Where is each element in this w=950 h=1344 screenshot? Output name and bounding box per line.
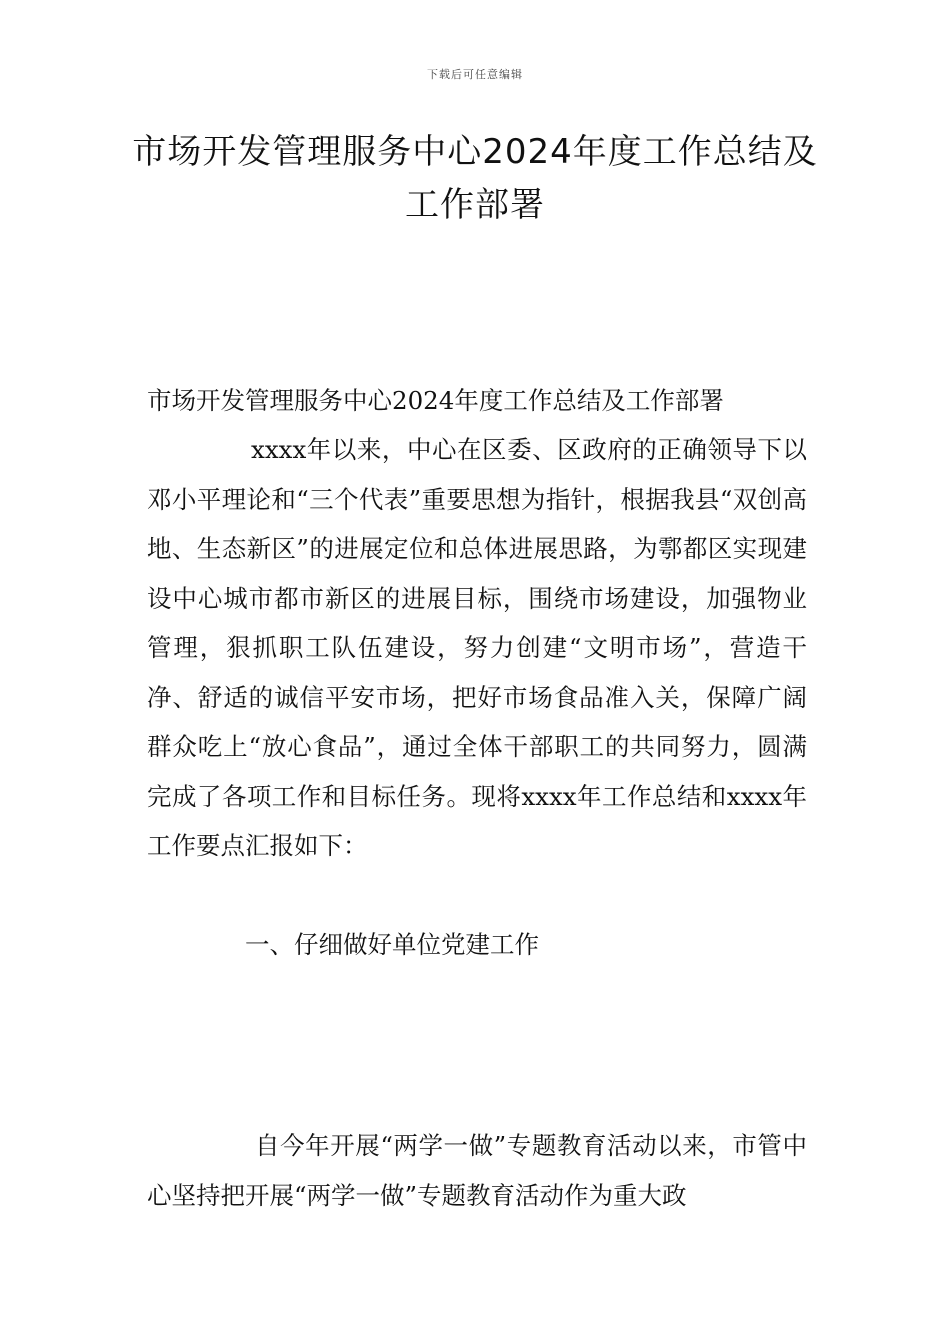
paragraph-intro: xxxx年以来，中心在区委、区政府的正确领导下以邓小平理论和“三个代表”重要思想为指针，根据我县“双创高地、生态新区”的进展定位和总体进展思路，为鄠都区实现建设中心城市都市新区的进展目标，围绕市场建设，加强物业管理，狠抓职工队伍建设，努力创建“文明市场”，营造干净、舒适的诚信平安市场，把好市场食品准入关，保障广阔群众吃上“放心食品”，通过全体干部职工的共同努力，圆满完成了各项工作和目标任务。现将xxxx年工作总结和xxxx年工作要点汇报如下：	[147, 435, 807, 860]
header-note: 下载后可任意编辑	[427, 68, 523, 81]
section-heading-party-building: 一、仔细做好单位党建工作	[245, 930, 539, 959]
document-subtitle-line: 市场开发管理服务中心2024年度工作总结及工作部署	[147, 386, 724, 415]
document-title: 市场开发管理服务中心2024年度工作总结及工作部署	[132, 132, 818, 225]
paragraph-two-studies: 自今年开展“两学一做”专题教育活动以来，市管中心坚持把开展“两学一做”专题教育活动作为重大政	[147, 1131, 807, 1210]
